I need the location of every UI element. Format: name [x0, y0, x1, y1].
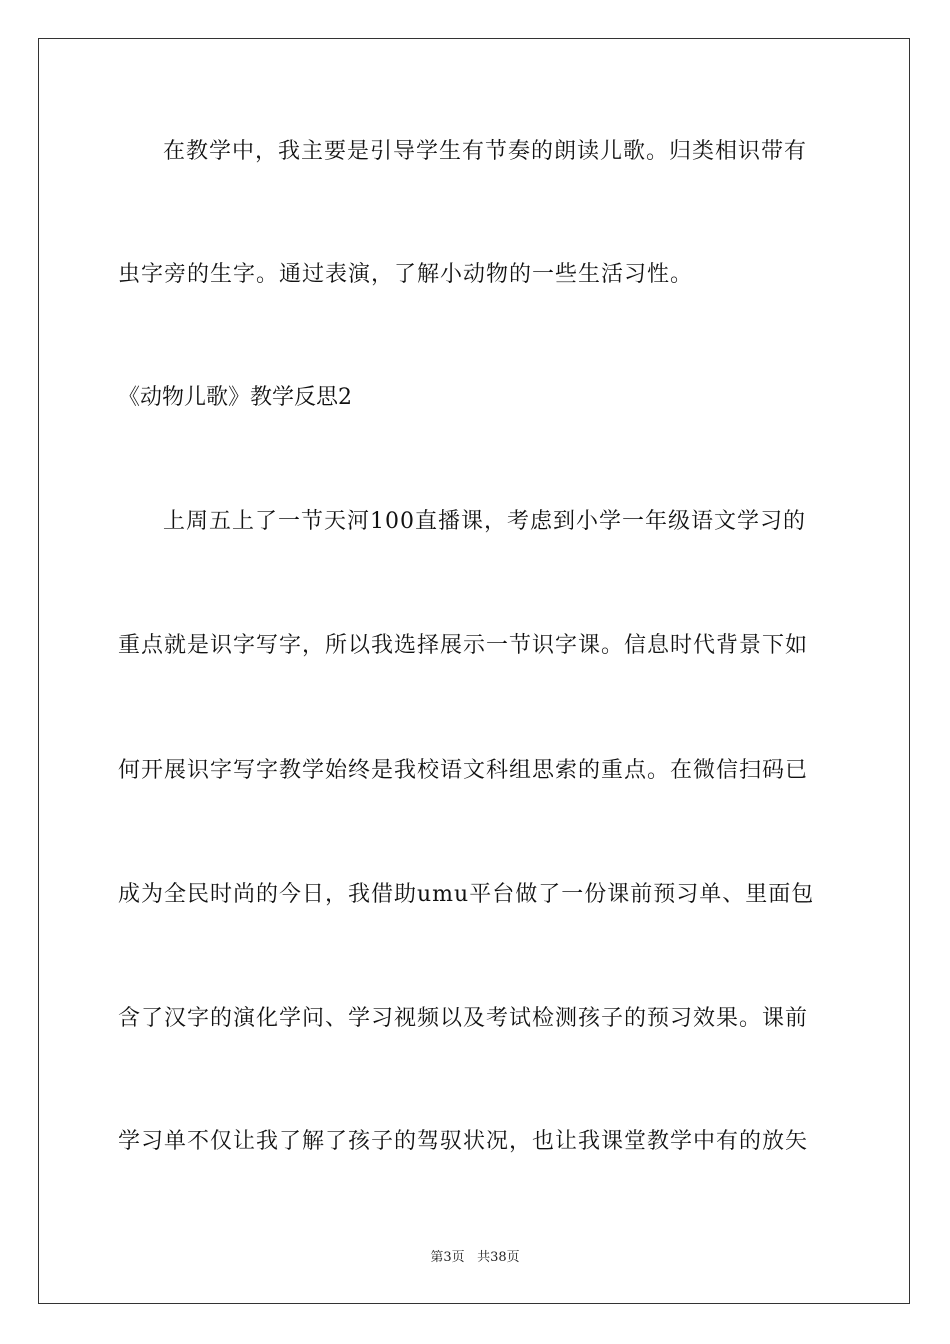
paragraph2-line-6: 学习单不仅让我了解了孩子的驾驭状况，也让我课堂教学中有的放矢 — [118, 1129, 809, 1154]
paragraph2-line-1: 上周五上了一节天河100直播课，考虑到小学一年级语文学习的 — [163, 509, 806, 534]
paragraph2-line-3: 何开展识字写字教学始终是我校语文科组思索的重点。在微信扫码已 — [118, 758, 809, 783]
section-title: 《动物儿歌》教学反思2 — [118, 385, 352, 410]
paragraph2-line-5: 含了汉字的演化学问、学习视频以及考试检测孩子的预习效果。课前 — [118, 1006, 809, 1031]
paragraph2-line-2: 重点就是识字写字，所以我选择展示一节识字课。信息时代背景下如 — [118, 633, 809, 658]
page-footer — [0, 1249, 950, 1267]
page-border — [38, 38, 910, 1304]
paragraph-line-2: 虫字旁的生字。通过表演，了解小动物的一些生活习性。 — [118, 262, 694, 287]
page-number: 第3页 — [430, 1250, 465, 1265]
paragraph2-line-4: 成为全民时尚的今日，我借助umu平台做了一份课前预习单、里面包 — [118, 882, 815, 907]
total-pages: 共38页 — [477, 1250, 520, 1265]
paragraph-line-1: 在教学中，我主要是引导学生有节奏的朗读儿歌。归类相识带有 — [163, 139, 808, 164]
